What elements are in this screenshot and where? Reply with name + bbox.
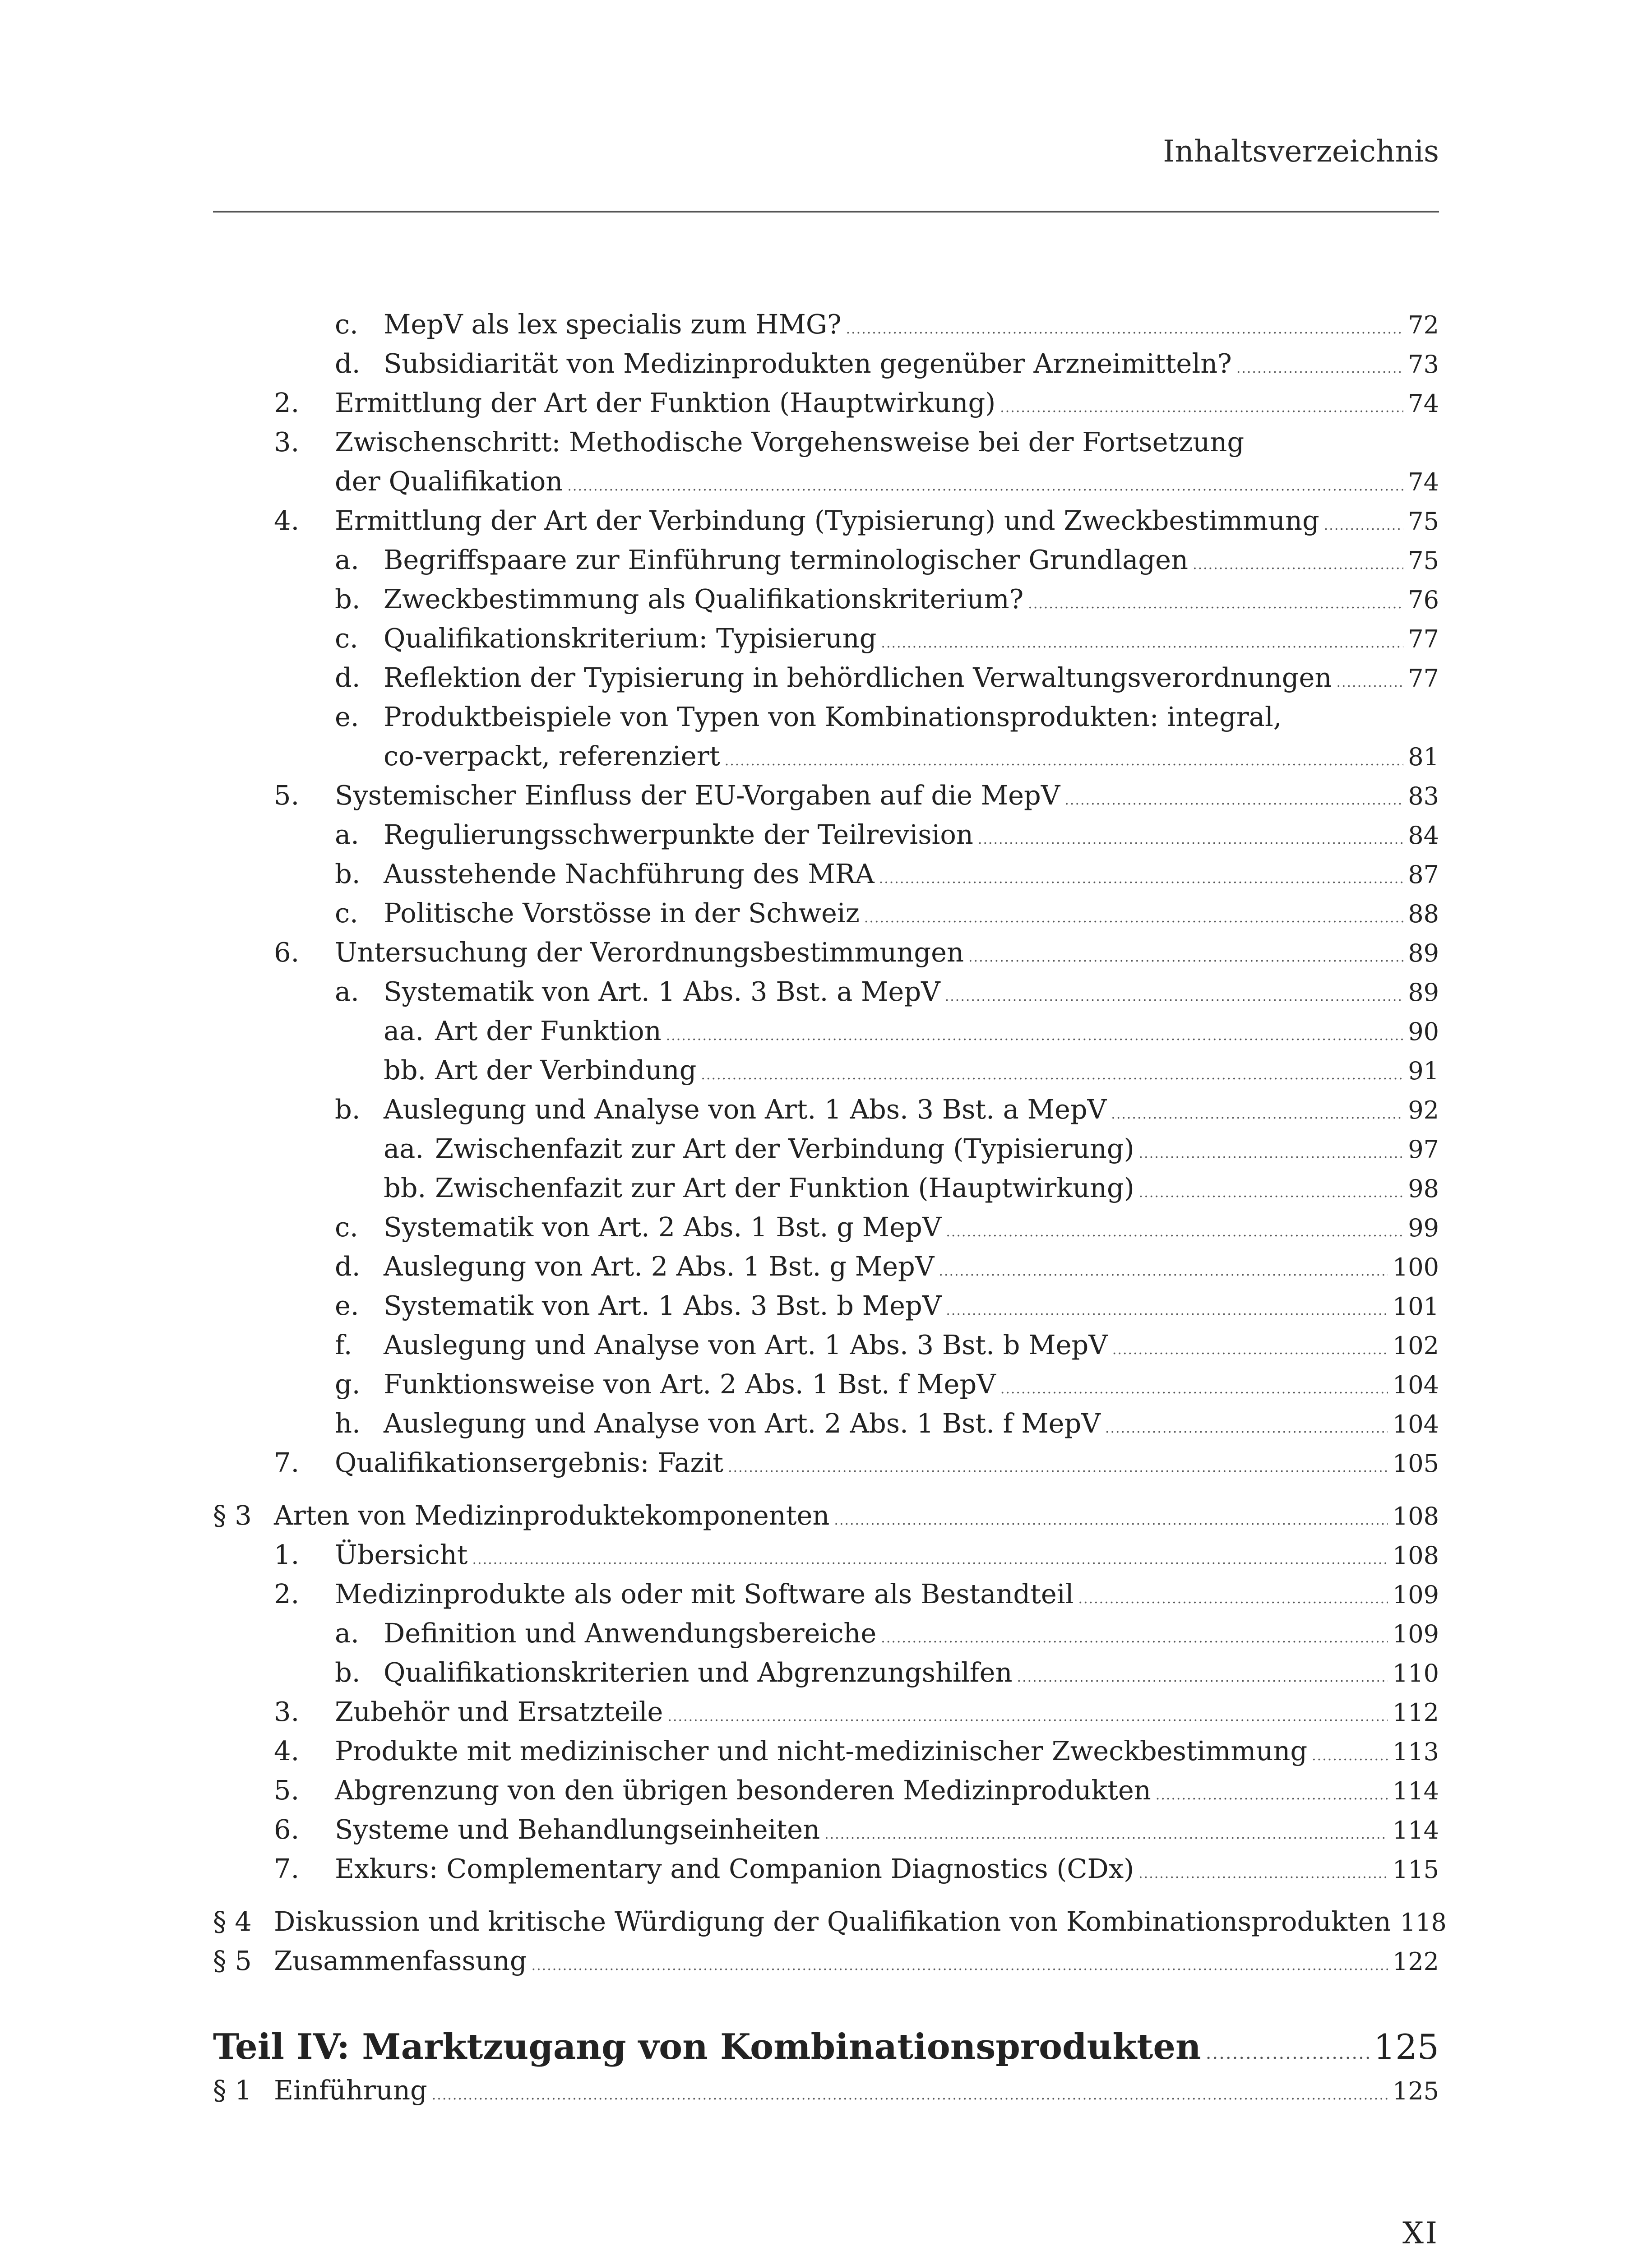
toc-entry[interactable] [213,1090,1439,1129]
toc-entry-page: 113 [1392,1738,1439,1766]
dot-leader [1156,1775,1388,1815]
toc-entry-number: a. [335,819,359,850]
toc-entry-number: bb. [384,1054,426,1086]
toc-entry-number: b. [335,1657,361,1688]
toc-entry-title: Auslegung von Art. 2 Abs. 1 Bst. g MepV [384,1251,935,1282]
toc-entry[interactable] [213,1286,1439,1325]
toc-entry-title: Auslegung und Analyse von Art. 1 Abs. 3 Bst. a MepV [384,1094,1107,1125]
toc-entry-page: 74 [1408,468,1439,496]
toc-entry-page: 104 [1392,1410,1439,1438]
toc-entry[interactable] [213,972,1439,1011]
dot-leader [532,1946,1388,1985]
toc-entry-number: 7. [274,1853,300,1884]
dot-leader [881,1618,1388,1658]
dot-leader [945,977,1404,1016]
toc-entry-title: Auslegung und Analyse von Art. 1 Abs. 3 Bst. b MepV [384,1329,1108,1360]
toc-entry-title: MepV als lex specialis zum HMG? [384,309,842,340]
toc-entry-title: Qualifikationskriterium: Typisierung [384,623,877,654]
toc-entry-number: a. [335,976,359,1007]
toc-entry-title: Politische Vorstösse in der Schweiz [384,897,860,929]
toc-entry[interactable] [213,815,1439,854]
toc-section-number: § 3 [213,1500,252,1531]
toc-entry-title: Untersuchung der Verordnungsbestimmungen [335,937,964,968]
toc-entry-number: 3. [274,426,300,458]
dot-leader [1028,584,1403,624]
dot-leader [1206,2029,1369,2077]
toc-entry-title: Systematik von Art. 1 Abs. 3 Bst. a MepV [384,976,940,1007]
toc-entry-page: 89 [1408,939,1439,967]
toc-entry-title: Zwischenschritt: Methodische Vorgehensweise bei der Fortsetzung [335,426,1245,458]
toc-entry[interactable] [213,854,1439,893]
toc-section-number: § 5 [213,1945,252,1976]
dot-leader [824,1815,1388,1854]
toc-entry-title: Arten von Medizinproduktekomponenten [274,1500,830,1531]
toc-entry[interactable] [213,344,1439,383]
toc-entry-number: 7. [274,1447,300,1478]
toc-entry-number: h. [335,1408,361,1439]
toc-entry-page: 101 [1392,1292,1439,1321]
dot-leader [834,1501,1388,1540]
toc-entry-title: Zubehör und Ersatzteile [335,1696,663,1727]
toc-entry-title: Auslegung und Analyse von Art. 2 Abs. 1 Bst. f MepV [384,1408,1101,1439]
toc-entry-number: f. [335,1329,352,1360]
toc-entry-title: Ausstehende Nachführung des MRA [384,858,875,889]
toc-entry-number: c. [335,623,358,654]
toc-entry[interactable] [213,1731,1439,1771]
toc-entry-title: Übersicht [335,1539,468,1570]
toc-entry-title: Zusammenfassung [274,1945,527,1976]
toc-entry-number: 6. [274,1814,300,1845]
toc-entry[interactable] [213,1574,1439,1613]
toc-entry-title: Exkurs: Complementary and Companion Diagnostics (CDx) [335,1853,1134,1884]
toc-entry-page: 91 [1408,1057,1439,1085]
dot-leader [846,310,1404,349]
toc-entry-number: d. [335,662,361,693]
dot-leader [1193,545,1403,584]
dot-leader [567,467,1403,506]
toc-entry-number: 4. [274,505,300,536]
toc-entry-title: Art der Funktion [435,1015,662,1046]
dot-leader [1078,1579,1388,1618]
toc-entry[interactable] [213,1692,1439,1731]
dot-leader [472,1540,1388,1579]
toc-section-number: § 4 [213,1906,252,1937]
toc-entry-page: 112 [1392,1698,1439,1727]
dot-leader [879,859,1404,898]
toc-entry[interactable] [213,776,1439,815]
toc-entry-page: 88 [1408,900,1439,928]
toc-entry-number: e. [335,1290,359,1321]
toc-entry-title-continued: der Qualifikation [335,466,563,497]
dot-leader [881,624,1403,663]
toc-entry-number: c. [335,309,358,340]
toc-entry-page: 125 [1392,2077,1439,2105]
toc-entry-page: 108 [1392,1541,1439,1570]
toc-entry-page: 97 [1408,1135,1439,1164]
toc-entry[interactable] [213,619,1439,658]
toc-entry-number: 1. [274,1539,300,1570]
toc-entry-page: 122 [1392,1947,1439,1976]
dot-leader [432,2076,1388,2115]
toc-entry-number: aa. [384,1015,424,1046]
dot-leader [946,1291,1388,1330]
dot-leader [1312,1736,1388,1775]
dot-leader [1111,1095,1403,1134]
toc-entry[interactable] [213,1404,1439,1443]
dot-leader [701,1055,1403,1095]
toc-section-number: § 1 [213,2075,252,2106]
dot-leader [1236,349,1403,388]
toc-entry[interactable] [213,1613,1439,1653]
toc-entry-number: c. [335,897,358,929]
toc-entry[interactable] [213,1011,1439,1050]
dot-leader [1017,1658,1388,1697]
toc-entry-page: 89 [1408,978,1439,1007]
toc-entry[interactable] [213,1050,1439,1090]
toc-entry-page: 75 [1408,546,1439,575]
toc-part-page: 125 [1373,2027,1439,2067]
toc-entry-page: 92 [1408,1096,1439,1124]
toc-entry-title: Produkte mit medizinischer und nicht-medizinischer Zweckbestimmung [335,1735,1308,1766]
toc-entry-number: c. [335,1211,358,1243]
toc-entry-number: 5. [274,1775,300,1806]
dot-leader [1139,1173,1404,1212]
toc-entry[interactable] [213,1325,1439,1364]
toc-entry-number: aa. [384,1133,424,1164]
dot-leader [946,1212,1403,1252]
toc-entry[interactable] [213,1168,1439,1207]
table-of-contents [213,305,1447,2110]
toc-entry-title-continued: co-verpackt, referenziert [384,740,720,772]
toc-entry-number: d. [335,1251,361,1282]
toc-entry-number: 4. [274,1735,300,1766]
toc-entry-page: 118 [1400,1908,1447,1937]
toc-entry-page: 83 [1408,782,1439,810]
dot-leader [1139,1134,1404,1173]
toc-entry-title: Art der Verbindung [435,1054,697,1086]
dot-leader [968,938,1403,977]
toc-entry-page: 108 [1392,1502,1439,1530]
toc-entry[interactable] [213,933,1439,972]
toc-entry[interactable] [213,658,1439,697]
dot-leader [1324,506,1404,545]
toc-entry-title: Zweckbestimmung als Qualifikationskriterium? [384,583,1024,615]
toc-part-title: Teil IV: Marktzugang von Kombinationsprodukten [213,2026,1201,2067]
toc-entry-title: Ermittlung der Art der Verbindung (Typisierung) und Zweckbestimmung [335,505,1319,536]
toc-entry-title: Systematik von Art. 1 Abs. 3 Bst. b MepV [384,1290,942,1321]
running-header-title: Inhaltsverzeichnis [1163,134,1439,169]
toc-entry-page: 90 [1408,1017,1439,1046]
toc-entry-title: Definition und Anwendungsbereiche [384,1618,877,1649]
dot-leader [939,1252,1388,1291]
dot-leader [1112,1330,1388,1369]
toc-entry-title: Zwischenfazit zur Art der Funktion (Hauptwirkung) [435,1172,1134,1203]
toc-entry-number: a. [335,544,359,575]
toc-entry-title: Ermittlung der Art der Funktion (Hauptwirkung) [335,387,996,418]
toc-entry-page: 114 [1392,1816,1439,1845]
toc-entry[interactable] [213,579,1439,619]
dot-leader [1138,1854,1388,1893]
toc-entry[interactable] [213,893,1439,933]
toc-entry[interactable] [213,1771,1439,1810]
toc-entry-page: 99 [1408,1214,1439,1242]
toc-entry-title: Einführung [274,2075,427,2106]
toc-entry-title: Medizinprodukte als oder mit Software als Bestandteil [335,1578,1074,1609]
toc-entry-page: 76 [1408,586,1439,614]
toc-section-entry[interactable] [213,1496,1439,1535]
toc-entry[interactable] [213,1247,1439,1286]
dot-leader [728,1448,1388,1487]
toc-entry[interactable] [213,422,1439,462]
toc-entry-number: 6. [274,937,300,968]
toc-entry-title: Systematik von Art. 2 Abs. 1 Bst. g MepV [384,1211,942,1243]
toc-entry[interactable] [213,1364,1439,1404]
toc-entry-page: 109 [1392,1620,1439,1648]
toc-entry-page: 100 [1392,1253,1439,1281]
dot-leader [1064,781,1403,820]
toc-part-heading[interactable] [213,2023,1439,2071]
toc-entry-number: e. [335,701,359,732]
toc-entry-number: 3. [274,1696,300,1727]
page-number: XI [1402,2216,1439,2251]
header-rule [213,211,1439,213]
dot-leader [725,741,1404,781]
dot-leader [978,820,1403,859]
toc-entry-title: Diskussion und kritische Würdigung der Qualifikation von Kombinationsprodukten [274,1906,1391,1937]
dot-leader [864,898,1403,938]
toc-entry-number: b. [335,1094,361,1125]
toc-entry-title: Begriffspaare zur Einführung terminologischer Grundlagen [384,544,1189,575]
toc-entry[interactable] [213,540,1439,579]
toc-entry[interactable] [213,1849,1439,1888]
toc-entry[interactable] [213,1810,1439,1849]
toc-entry[interactable] [213,697,1439,736]
toc-entry-page: 104 [1392,1371,1439,1399]
toc-entry[interactable] [213,383,1439,422]
toc-entry-title: Regulierungsschwerpunkte der Teilrevision [384,819,973,850]
toc-entry-page: 115 [1392,1855,1439,1884]
toc-entry-title: Qualifikationsergebnis: Fazit [335,1447,724,1478]
toc-entry-page: 110 [1392,1659,1439,1687]
toc-entry[interactable] [213,1443,1439,1482]
toc-entry[interactable] [213,1653,1439,1692]
dot-leader [1336,663,1403,702]
toc-entry-number: g. [335,1368,361,1400]
toc-entry[interactable] [213,501,1439,540]
toc-entry-page: 75 [1408,507,1439,536]
toc-entry-title: Produktbeispiele von Typen von Kombinationsprodukten: integral, [384,701,1282,732]
toc-entry-number: bb. [384,1172,426,1203]
toc-entry-page: 102 [1392,1331,1439,1360]
toc-entry-title: Systemischer Einfluss der EU-Vorgaben auf die MepV [335,780,1060,811]
toc-entry-number: a. [335,1618,359,1649]
toc-entry-title: Subsidiarität von Medizinprodukten gegenüber Arzneimitteln? [384,348,1232,379]
toc-entry-number: 2. [274,387,300,418]
toc-entry-page: 109 [1392,1581,1439,1609]
toc-entry-page: 77 [1408,625,1439,653]
dot-leader [667,1697,1388,1736]
toc-entry-number: b. [335,858,361,889]
toc-entry[interactable] [213,1535,1439,1574]
toc-section-entry[interactable] [213,2071,1439,2110]
toc-entry-page: 105 [1392,1449,1439,1478]
toc-entry-page: 72 [1408,311,1439,339]
toc-entry[interactable] [213,305,1439,344]
toc-entry[interactable] [213,1129,1439,1168]
toc-entry-page: 81 [1408,743,1439,771]
toc-entry-number: 2. [274,1578,300,1609]
dot-leader [666,1016,1404,1055]
toc-entry-title: Systeme und Behandlungseinheiten [335,1814,820,1845]
dot-leader [1000,388,1403,427]
toc-section-entry[interactable] [213,1941,1439,1980]
toc-entry-title: Qualifikationskriterien und Abgrenzungshilfen [384,1657,1013,1688]
toc-entry-continuation[interactable] [213,736,1439,776]
dot-leader [1105,1409,1388,1448]
toc-section-entry[interactable] [213,1902,1447,1941]
toc-entry-page: 114 [1392,1777,1439,1805]
toc-entry-title: Funktionsweise von Art. 2 Abs. 1 Bst. f MepV [384,1368,996,1400]
dot-leader [1000,1369,1388,1409]
toc-entry-page: 98 [1408,1174,1439,1203]
toc-entry-continuation[interactable] [213,462,1439,501]
toc-entry-page: 87 [1408,860,1439,889]
toc-entry[interactable] [213,1207,1439,1247]
toc-entry-title: Reflektion der Typisierung in behördlichen Verwaltungsverordnungen [384,662,1332,693]
toc-entry-page: 74 [1408,389,1439,418]
toc-entry-title: Abgrenzung von den übrigen besonderen Medizinprodukten [335,1775,1151,1806]
toc-entry-page: 73 [1408,350,1439,379]
toc-entry-page: 84 [1408,821,1439,850]
toc-entry-number: d. [335,348,361,379]
toc-entry-title: Zwischenfazit zur Art der Verbindung (Typisierung) [435,1133,1134,1164]
toc-entry-number: b. [335,583,361,615]
toc-entry-page: 77 [1408,664,1439,693]
toc-entry-number: 5. [274,780,300,811]
